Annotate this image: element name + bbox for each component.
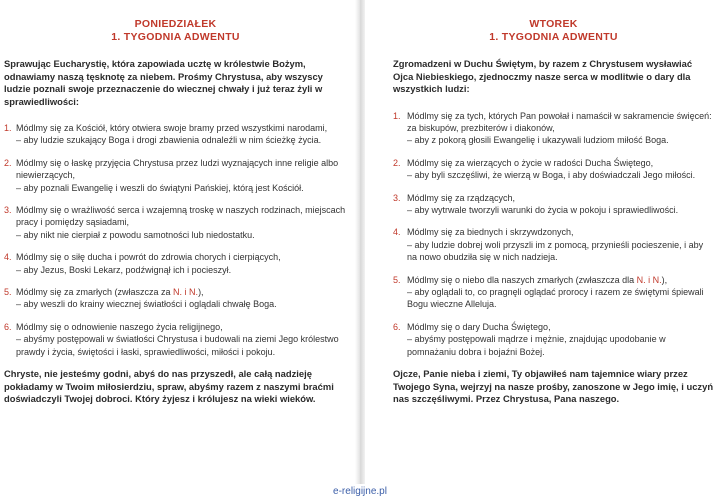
item-number: 6. xyxy=(4,321,12,332)
left-intercession-1 xyxy=(4,122,347,147)
item-number: 3. xyxy=(4,205,12,216)
intercession-text-end: ), xyxy=(661,274,668,285)
item-number: 5. xyxy=(4,287,12,298)
intercession-text xyxy=(407,274,714,286)
intercession-response: – aby nikt nie cierpiał z powodu samotności lub niedostatku. xyxy=(16,229,255,240)
intercession-response: – aby ludzie dobrej woli przyszli im z pomocą, przynieśli pocieszenie, i aby na nowo obudziła się w nich nadzieja. xyxy=(407,239,704,263)
intercession-text-end: ), xyxy=(198,287,204,298)
intercession-text: Módlmy się za tych, których Pan powołał i namaścił w sakramencie święceń: za biskupów, prezbiterów i diakonów, xyxy=(407,110,712,133)
item-number: 3. xyxy=(393,192,401,203)
right-intercession-3 xyxy=(393,192,714,217)
left-page-title xyxy=(4,18,347,44)
right-intercession-2 xyxy=(393,157,714,182)
intercession-text: Módlmy się za wierzących o życie w radości Ducha Świętego, xyxy=(407,157,654,168)
left-title-week: 1. TYGODNIA ADWENTU xyxy=(111,31,240,43)
item-number: 4. xyxy=(393,227,401,238)
right-closing-prayer: Ojcze, Panie nieba i ziemi, Ty objawiłeś nam tajemnice wiary przez Twojego Syna, wejrzyj na nasze prośby, zanoszone w Jego imię, i uczyń nas szczęśliwymi. Przez Chrystusa, Pana naszego. xyxy=(393,368,714,404)
left-intercession-3 xyxy=(4,204,347,241)
item-number: 1. xyxy=(393,110,401,121)
intercession-response: – aby wytrwale tworzyli warunki do życia w pokoju i sprawiedliwości. xyxy=(407,204,679,215)
left-intercession-6 xyxy=(4,321,347,358)
right-intercession-6 xyxy=(393,321,714,358)
left-page xyxy=(0,0,355,484)
names-placeholder: N. i N. xyxy=(173,287,199,298)
left-title-day: PONIEDZIAŁEK xyxy=(134,18,217,30)
item-number: 4. xyxy=(4,252,12,263)
right-intro: Zgromadzeni w Duchu Świętym, by razem z Chrystusem wysławiać Ojca Niebieskiego, zjednoczmy nasze serca w modlitwie o dary dla wszystkich ludzi: xyxy=(393,58,693,94)
right-intercession-4 xyxy=(393,226,714,263)
right-title-day: WTOREK xyxy=(529,18,578,30)
names-placeholder: N. i N. xyxy=(636,274,662,285)
right-intercession-1 xyxy=(393,110,714,147)
right-intercession-5 xyxy=(393,274,714,311)
item-number: 1. xyxy=(4,123,12,133)
item-number: 2. xyxy=(393,157,401,168)
left-intro: Sprawując Eucharystię, która zapowiada ucztę w królestwie Bożym, odnawiamy naszą tęsknotę za niebem. Prośmy Chrystusa, aby wszyscy ludzie poznali swoje przeznaczenie do wiecznej chwały i już teraz żyli w sprawiedliwości: xyxy=(4,58,323,107)
intercession-text: Módlmy się za rządzących, xyxy=(407,192,516,203)
intercession-text: Módlmy się za Kościół, który otwiera swoje bramy przed wszystkimi narodami, xyxy=(16,123,328,133)
left-closing-prayer: Chryste, nie jesteśmy godni, abyś do nas przyszedł, ale całą nadzieję pokładamy w Twoim miłosierdziu, spraw, abyśmy razem z naszymi braćmi doświadczyli Twojej dobroci. Który żyjesz i królujesz na wieki wieków. xyxy=(4,368,334,405)
left-intercession-4 xyxy=(4,251,347,276)
intercession-response: – aby Jezus, Boski Lekarz, podźwignął ich i pocieszył. xyxy=(16,264,232,275)
intercession-response: – aby z pokorą głosili Ewangelię i ukazywali ludziom miłość Boga. xyxy=(407,135,669,146)
left-intercession-2 xyxy=(4,157,347,194)
intercession-response: – aby poznali Ewangelię i weszli do świątyni Pańskiej, którą jest Kościół. xyxy=(16,182,304,193)
book-gutter xyxy=(355,0,365,484)
intercession-text: Módlmy się o siłę ducha i powrót do zdrowia chorych i cierpiących, xyxy=(16,252,281,263)
left-intercession-5 xyxy=(4,286,347,311)
intercession-response: – aby ludzie szukający Boga i drogi zbawienia odnaleźli w nim ścieżkę życia. xyxy=(16,135,322,146)
intercession-response: – aby byli szczęśliwi, że wierzą w Boga, i aby doświadczali Jego miłości. xyxy=(407,170,696,181)
right-title-week: 1. TYGODNIA ADWENTU xyxy=(489,31,618,43)
intercession-text: Módlmy się za biednych i skrzywdzonych, xyxy=(407,227,574,238)
intercession-text: Módlmy się o dary Ducha Świętego, xyxy=(407,321,551,332)
item-number: 6. xyxy=(393,321,401,332)
intercession-text: Módlmy się o łaskę przyjęcia Chrystusa przez ludzi wyznających inne religie albo niewierzących, xyxy=(16,157,339,181)
item-number: 2. xyxy=(4,157,12,168)
site-watermark: e-religijne.pl xyxy=(333,486,387,497)
intercession-text xyxy=(16,286,347,298)
item-number: 5. xyxy=(393,274,401,285)
intercession-text: Módlmy się o wrażliwość serca i wzajemną troskę w naszych rodzinach, miejscach pracy i pomiędzy sąsiadami, xyxy=(16,205,346,228)
intercession-response: – abyśmy postępowali w światłości Chrystusa i budowali na ziemi Jego królestwo prawdy i życia, świętości i łaski, sprawiedliwości, miłości i pokoju. xyxy=(16,334,339,357)
right-page-title xyxy=(393,18,714,44)
intercession-text-start: Módlmy się za zmarłych (zwłaszcza za xyxy=(16,287,174,298)
right-page xyxy=(365,0,720,484)
intercession-response: – abyśmy postępowali mądrze i mężnie, znajdując upodobanie w pomnażaniu dobra i bojaźni Bożej. xyxy=(407,334,666,357)
intercession-text-start: Módlmy się o niebo dla naszych zmarłych (zwłaszcza dla xyxy=(407,274,637,285)
intercession-response: – aby weszli do krainy wiecznej światłości i oglądali chwałę Boga. xyxy=(16,299,277,310)
intercession-response: – aby oglądali to, co pragnęli oglądać prorocy i razem ze świętymi śpiewali Bogu wieczne Alleluja. xyxy=(407,286,704,310)
intercession-text: Módlmy się o odnowienie naszego życia religijnego, xyxy=(16,321,223,332)
